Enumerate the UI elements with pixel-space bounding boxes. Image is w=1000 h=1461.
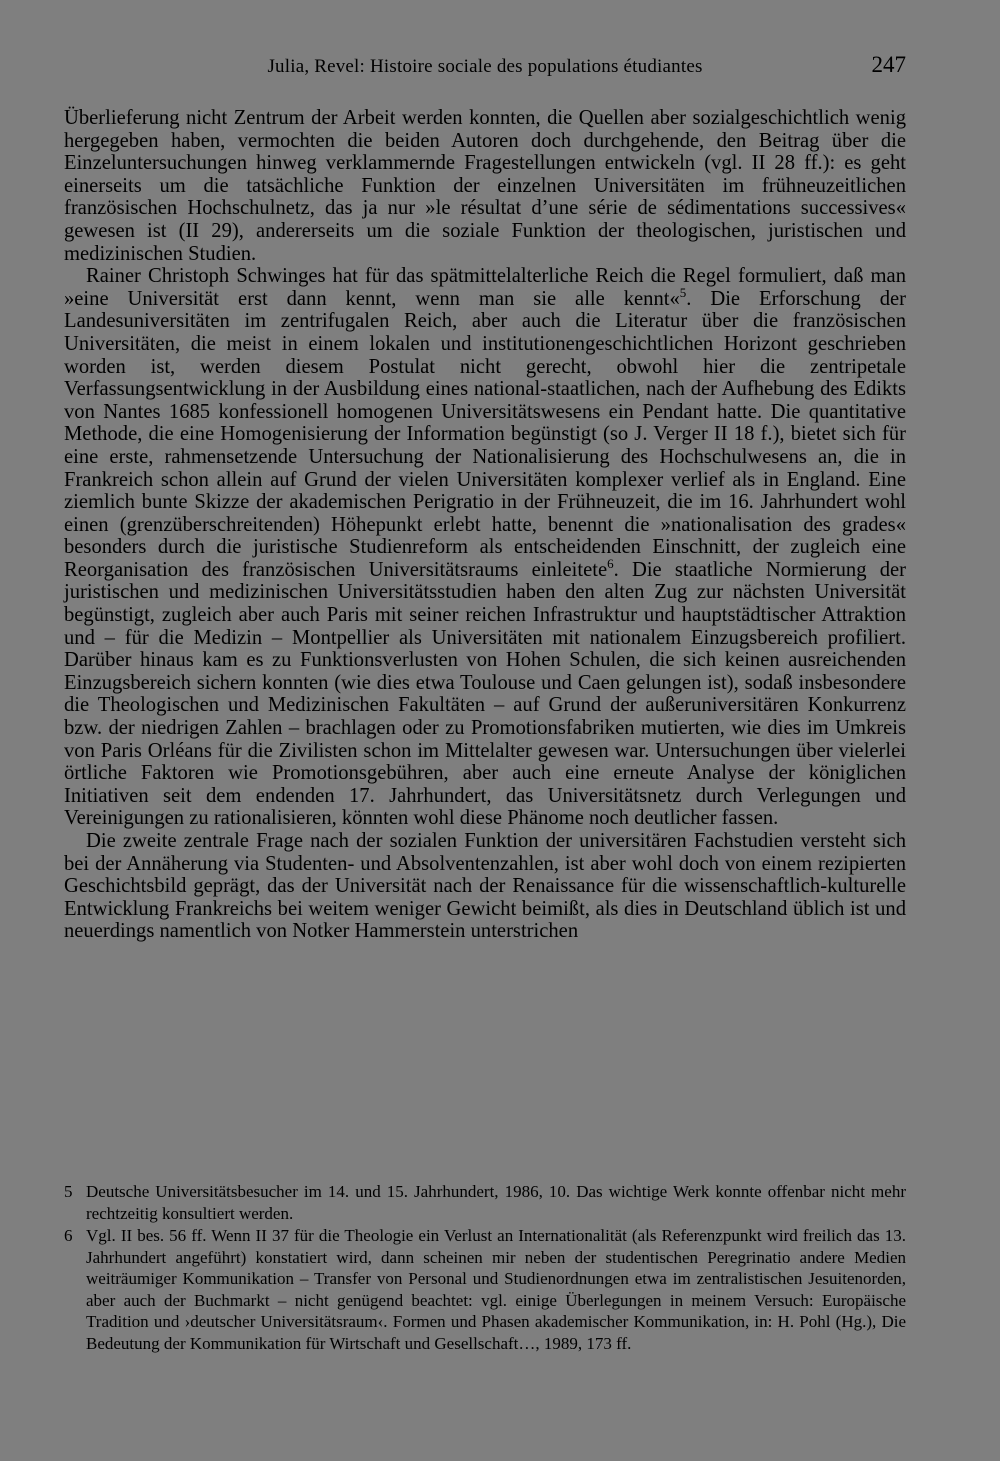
footnote-text: Vgl. II bes. 56 ff. Wenn II 37 für die Theologie ein Verlust an Internationalität (als Referenzpunkt wird freilich das 13. Jahrhundert angeführt) konstatiert wird, dann scheinen mir neben der studentischen Peregrinatio andere Medien weiträumiger Kommunikation – Transfer von Personal und Studienordnungen etwa im zentralistischen Jesuitenorden, aber auch der Buchmarkt – nicht genügend beachtet: vgl. einige Überlegungen in meinem Versuch: Europäische Tradition und ›deutscher Universitätsraum‹. Formen und Phasen akademischer Kommunikation, in: H. Pohl (Hg.), Die Bedeutung der Kommunikation für Wirtschaft und Gesellschaft…, 1989, 173 ff. [86,1226,906,1353]
footnotes [64,1181,906,1355]
paragraph-2-part-b: . Die Erforschung der Landesuniversitäten im zentrifugalen Reich, aber auch die Literatur über die französischen Universitäten, die meist in einem lokalen und institutionengeschichtlichen Horizont geschrieben worden ist, werden diesem Postulat nicht gerecht, obwohl hier die zentripetale Verfassungsentwicklung in der Ausbildung eines national-staatlichen, nach der Aufhebung des Edikts von Nantes 1685 konfessionell homogenen Universitätswesens ein Pendant hatte. Die quantitative Methode, die eine Homogenisierung der Information begünstigt (so J. Verger II 18 f.), bietet sich für eine erste, rahmensetzende Untersuchung der Nationalisierung des Hochschulwesens an, die in Frankreich schon allein auf Grund der vielen Universitäten komplexer verlief als in England. Eine ziemlich bunte Skizze der akademischen Perigratio in der Frühneuzeit, die im 16. Jahrhundert wohl einen (grenzüberschreitenden) Höhepunkt erlebt hatte, benennt die »nationalisation des grades« besonders durch die juristische Studienreform als entscheidenden Einschnitt, der zugleich eine Reorganisation des französischen Universitätsraums einleitete [64,287,906,581]
footnote-number: 6 [64,1226,73,1245]
paragraph-2-part-a: Rainer Christoph Schwinges hat für das spätmittelalterliche Reich die Regel formuliert, daß man »eine Universität erst dann kennt, wenn man sie alle kennt« [64,265,906,310]
paragraph-1: Überlieferung nicht Zentrum der Arbeit werden konnten, die Quellen aber sozialgeschichtlich wenig hergegeben haben, vermochten die beiden Autoren doch durchgehende, den Beitrag über die Einzeluntersuchungen hinweg verklammernde Fragestellungen entwickeln (vgl. II 28 ff.): es geht einerseits um die tatsächliche Funktion der einzelnen Universitäten im frühneuzeitlichen französischen Hochschulnetz, das ja nur »le résultat d’une série de sédimentations successives« gewesen ist (II 29), andererseits um die soziale Funktion der theologischen, juristischen und medizinischen Studien. [64,107,906,265]
footnote-reference-5[interactable]: 5 [679,284,687,300]
footnote-6 [64,1225,906,1354]
footnote-number: 5 [64,1182,73,1201]
body-text [64,107,906,943]
paragraph-2 [64,265,906,830]
running-title: Julia, Revel: Histoire sociale des populations étudiantes [267,56,703,77]
paragraph-3: Die zweite zentrale Frage nach der sozialen Funktion der universitären Fachstudien versteht sich bei der Annäherung via Studenten- und Absolventenzahlen, ist aber wohl doch von einem rezipierten Geschichtsbild geprägt, das der Universität nach der Renaissance für die wissenschaftlich-kulturelle Entwicklung Frankreichs bei weitem weniger Gewicht beimißt, als dies in Deutschland üblich ist und neuerdings namentlich von Notker Hammerstein unterstrichen [64,830,906,943]
footnote-5 [64,1181,906,1224]
footnote-text: Deutsche Universitätsbesucher im 14. und 15. Jahrhundert, 1986, 10. Das wichtige Werk konnte offenbar nicht mehr rechtzeitig konsultiert werden. [86,1182,906,1223]
running-head [64,52,906,84]
footnote-reference-6[interactable]: 6 [607,555,614,571]
paragraph-2-part-c: . Die staatliche Normierung der juristischen und medizinischen Universitätsstudien haben den alten Zug zur nächsten Universität begünstigt, zugleich aber auch Paris mit seiner reichen Infrastruktur und hauptstädtischer Attraktion und – für die Medizin – Montpellier als Universitäten mit nationalem Einzugsbereich profiliert. Darüber hinaus kam es zu Funktionsverlusten von Hohen Schulen, die sich keinen ausreichenden Einzugsbereich sichern konnten (wie dies etwa Toulouse und Caen gelungen ist), sodaß insbesondere die Theologischen und Medizinischen Fakultäten – auf Grund der außeruniversitären Konkurrenz bzw. der niedrigen Zahlen – brachlagen oder zu Promotionsfabriken mutierten, wie dies im Umkreis von Paris Orléans für die Zivilisten schon im Mittelalter gewesen war. Untersuchungen über vielerlei örtliche Faktoren wie Promotionsgebühren, aber auch eine erneute Analyse der königlichen Initiativen seit dem endenden 17. Jahrhundert, das Universitätsnetz durch Verlegungen und Vereinigungen zu rationalisieren, könnten wohl diese Phänome noch deutlicher fassen. [64,558,906,830]
page-number: 247 [871,52,906,77]
